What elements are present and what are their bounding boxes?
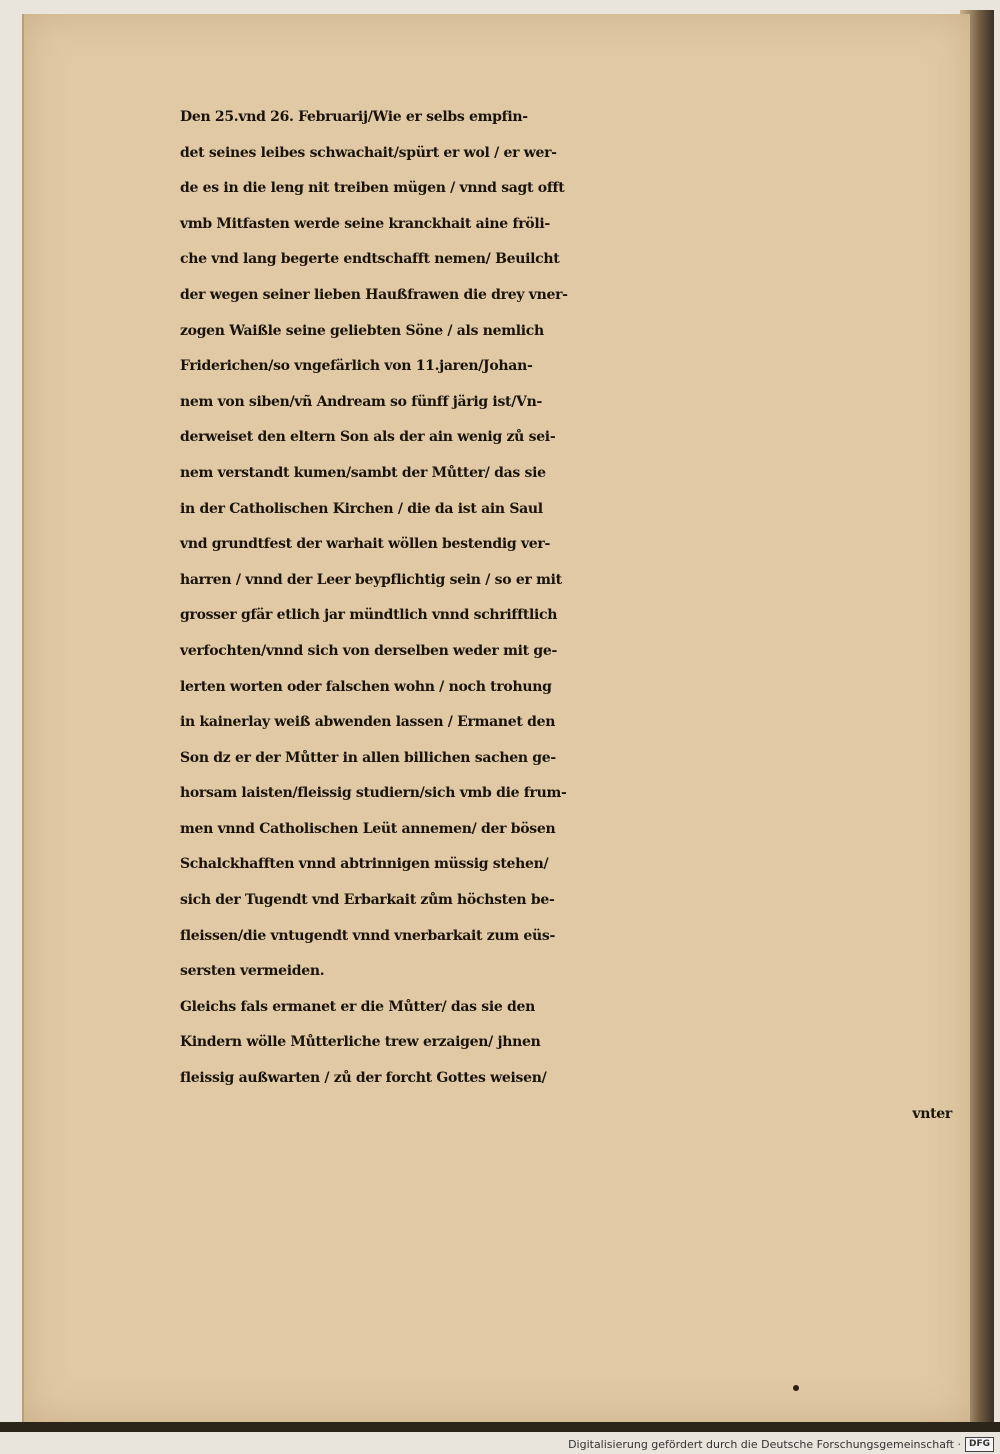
text-line: grosser gfär etlich jar mündtlich vnnd schrifftlich <box>180 607 558 624</box>
text-line: Son dz er der Můtter in allen billichen sachen ge- <box>180 749 556 766</box>
text-line: in der Catholischen Kirchen / die da ist ain Saul <box>180 500 543 517</box>
digitization-footer <box>568 1436 994 1452</box>
text-line: che vnd lang begerte endtschafft nemen/ Beuilcht <box>180 251 560 268</box>
text-line: Gleichs fals ermanet er die Můtter/ das sie den <box>180 998 536 1015</box>
footer-credit: Digitalisierung gefördert durch die Deutsche Forschungsgemeinschaft · <box>568 1437 961 1451</box>
text-line: sich der Tugendt vnd Erbarkait zům höchsten be- <box>180 892 555 909</box>
text-line: verfochten/vnnd sich von derselben weder mit ge- <box>180 642 558 659</box>
text-line: vnd grundtfest der warhait wöllen bestendig ver- <box>180 536 550 553</box>
body-text <box>180 100 970 1132</box>
scan-bottom-strip <box>0 1422 1000 1432</box>
text-line: der wegen seiner lieben Haußfrawen die drey vner- <box>180 286 568 303</box>
text-line: in kainerlay weiß abwenden lassen / Ermanet den <box>180 714 556 731</box>
catchword: vnter <box>912 1105 952 1122</box>
text-line: zogen Waißle seine geliebten Söne / als nemlich <box>180 322 544 339</box>
text-line: nem verstandt kumen/sambt der Můtter/ das sie <box>180 464 546 481</box>
text-line: Kindern wölle Můtterliche trew erzaigen/ jhnen <box>180 1034 541 1051</box>
text-line: vmb Mitfasten werde seine kranckhait aine fröli- <box>180 215 550 232</box>
text-line: fleissen/die vntugendt vnnd vnerbarkait zum eüs- <box>180 927 555 944</box>
text-line: horsam laisten/fleissig studiern/sich vmb die frum- <box>180 785 567 802</box>
text-line: sersten vermeiden. <box>180 963 325 980</box>
text-line: Den 25.vnd 26. Februarij/Wie er selbs empfin- <box>180 109 528 125</box>
text-line: Friderichen/so vngefärlich von 11.jaren/Johan- <box>180 358 533 375</box>
ink-dot <box>793 1385 799 1391</box>
text-line: nem von siben/vñ Andream so fünff järig ist/Vn- <box>180 393 542 410</box>
text-line: de es in die leng nit treiben mügen / vnnd sagt offt <box>180 180 565 197</box>
dfg-logo: DFG <box>965 1437 994 1452</box>
text-line: fleissig außwarten / zů der forcht Gottes weisen/ <box>180 1070 547 1087</box>
text-line: det seines leibes schwachait/spürt er wol / er wer- <box>180 144 557 161</box>
text-line: derweiset den eltern Son als der ain wenig zů sei- <box>180 429 556 446</box>
text-line: harren / vnnd der Leer beypflichtig sein / so er mit <box>180 571 562 588</box>
text-line: men vnnd Catholischen Leüt annemen/ der bösen <box>180 820 556 837</box>
text-line: lerten worten oder falschen wohn / noch trohung <box>180 678 552 695</box>
text-line: Schalckhafften vnnd abtrinnigen müssig stehen/ <box>180 856 549 873</box>
